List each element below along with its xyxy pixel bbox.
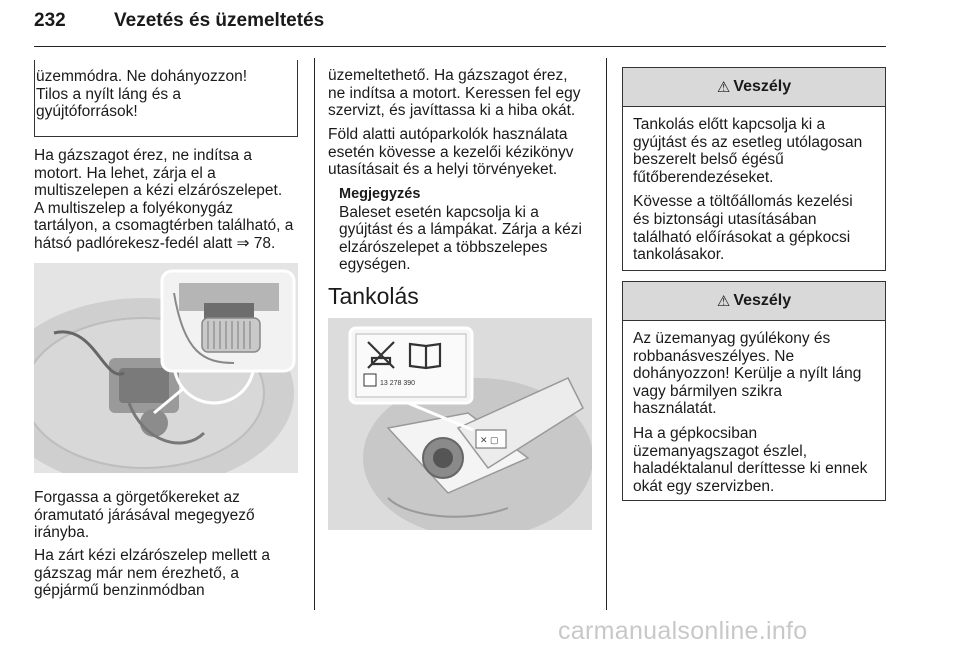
text-line: gyújtást és az esetleg utólagosan: [633, 133, 863, 151]
danger-box-refuel: [622, 67, 886, 271]
underground-parking-paragraph: [328, 126, 574, 179]
danger-header: [623, 68, 885, 107]
text-line: üzemmódra. Ne dohányozzon!: [36, 68, 248, 85]
danger-text-2: [633, 330, 895, 495]
text-line: beszerelt belső égésű: [633, 151, 784, 169]
text-line: haladéktalanul deríttesse ki ennek: [633, 460, 868, 478]
text-line: Föld alatti autóparkolók használata: [328, 126, 568, 143]
text-line: Kövesse a töltőállomás kezelési: [633, 193, 853, 211]
text-line: Tankolás előtt kapcsolja ki a: [633, 116, 826, 133]
text-line: használatát.: [633, 400, 717, 418]
text-line: irányba.: [34, 524, 90, 542]
text-line: multiszelepen a kézi elzárószelepet.: [34, 182, 283, 200]
text-line: Ha zárt kézi elzárószelep mellett a: [34, 547, 271, 564]
text-line: okát egy szervizben.: [633, 477, 775, 495]
header-rule: [34, 46, 886, 47]
text-line: Ha gázszagot érez, ne indítsa a: [34, 147, 252, 164]
column-divider-1: [314, 58, 315, 610]
page-number: 232: [34, 10, 66, 31]
text-line: található előírásokat a gépkocsi: [633, 228, 851, 246]
warning-triangle-icon: ⚠: [716, 79, 731, 96]
danger-title: Veszély: [733, 292, 792, 309]
text-line: utasításait és a helyi törvényeket.: [328, 161, 558, 179]
text-line: motort. Ha lehet, zárja el a: [34, 164, 216, 182]
multivalve-illustration: [34, 263, 298, 473]
text-line: vagy bármilyen szikra: [633, 382, 783, 400]
text-line: üzemanyagszagot észlel,: [633, 442, 808, 460]
text-line: gázszag már nem érezhető, a: [34, 564, 240, 582]
text-line: egységen.: [339, 256, 411, 274]
petrol-mode-paragraph: [328, 67, 580, 120]
text-line: Baleset esetén kapcsolja ki a: [339, 203, 539, 221]
text-line: óramutató járásával megegyező: [34, 506, 255, 524]
text-line: A multiszelep a folyékonygáz: [34, 199, 234, 217]
text-line: ne indítsa a motort. Keressen fel egy: [328, 84, 581, 102]
fuel-flap-illustration: [328, 318, 592, 530]
text-line: robbanásveszélyes. Ne: [633, 347, 795, 365]
site-watermark: carmanualsonline.info: [558, 617, 808, 645]
text-line: gyújtóforrások!: [36, 103, 138, 121]
continued-warning-text: [35, 68, 297, 121]
closed-valve-paragraph: [34, 547, 270, 600]
continued-warning-box: [34, 60, 298, 137]
svg-text:✕ ▢: ✕ ▢: [480, 435, 499, 445]
text-line: szervizt, és javíttassa ki a hiba okát.: [328, 102, 576, 120]
text-line: elzárószelepet a többszelepes: [339, 238, 548, 256]
gas-smell-paragraph: [34, 147, 293, 253]
chapter-title: Vezetés és üzemeltetés: [114, 10, 325, 31]
text-line: Tilos a nyílt láng és a: [36, 85, 182, 103]
text-line: dohányozzon! Kerülje a nyílt láng: [633, 365, 862, 383]
text-line: és biztonsági utasításában: [633, 210, 817, 228]
text-line: fűtőberendezéseket.: [633, 168, 774, 186]
label-code: 13 278 390: [380, 380, 416, 387]
warning-triangle-icon: ⚠: [716, 293, 731, 310]
text-line: Ha a gépkocsiban: [633, 424, 758, 442]
text-line: esetén kövesse a kezelői kézikönyv: [328, 143, 574, 161]
text-line: üzemeltethető. Ha gázszagot érez,: [328, 67, 568, 84]
column-divider-2: [606, 58, 607, 610]
danger-title: Veszély: [733, 78, 792, 95]
text-line: tankolásakor.: [633, 246, 725, 264]
text-line: gépjármű benzinmódban: [34, 582, 205, 600]
danger-header: [623, 282, 885, 321]
section-heading: Tankolás: [328, 283, 419, 309]
page-reference-link[interactable]: hátsó padlórekesz-fedél alatt ⇒ 78.: [34, 234, 276, 252]
text-line: Az üzemanyag gyúlékony és: [633, 330, 831, 347]
note-block: [339, 186, 582, 274]
text-line: Forgassa a görgetőkereket az: [34, 489, 240, 506]
danger-text-1: [633, 116, 895, 264]
text-line: tartályon, a csomagtérben található, a: [34, 217, 294, 235]
note-title: Megjegyzés: [339, 186, 421, 202]
danger-box-flammable: [622, 281, 886, 501]
turn-wheel-paragraph: [34, 489, 255, 542]
text-line: gyújtást és a lámpákat. Zárja a kézi: [339, 221, 582, 239]
